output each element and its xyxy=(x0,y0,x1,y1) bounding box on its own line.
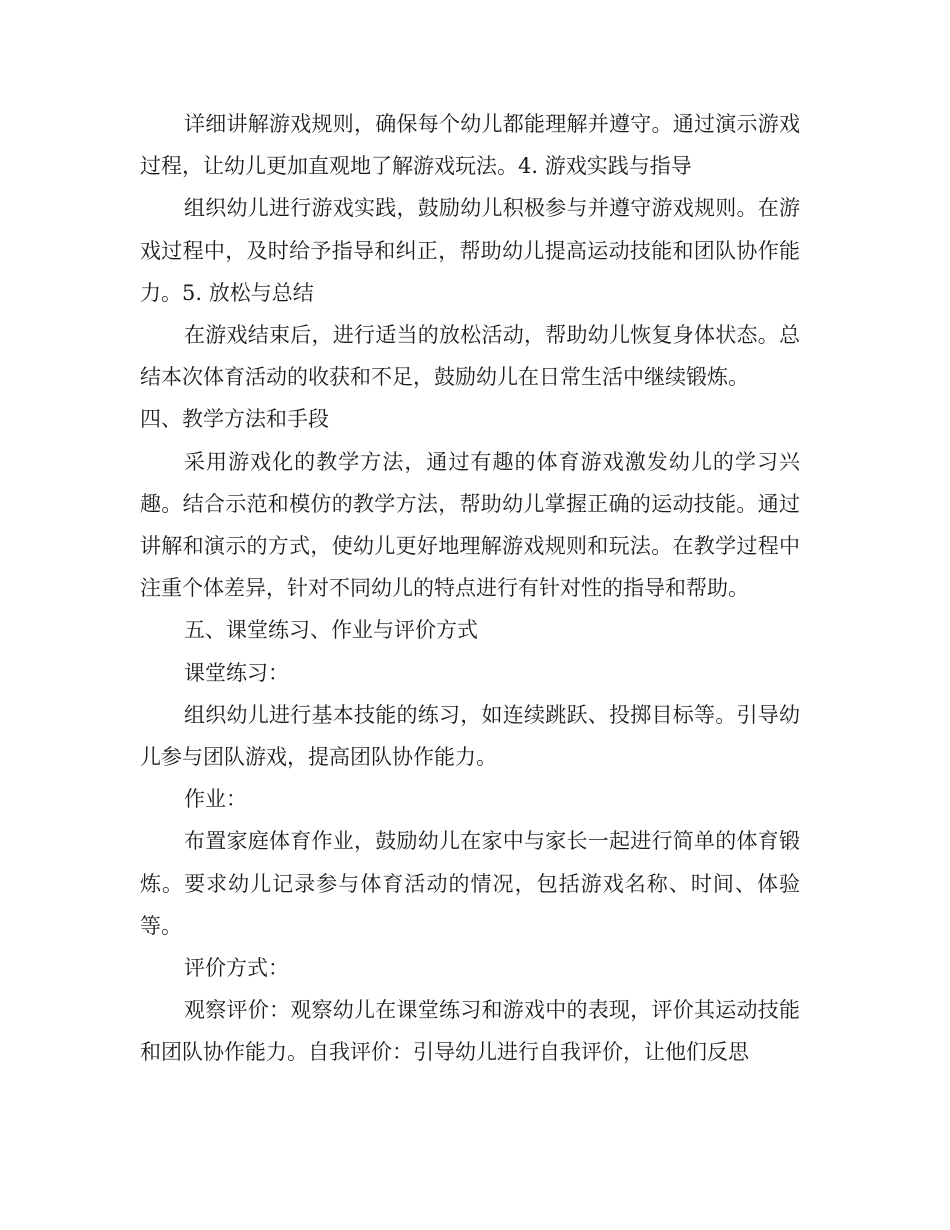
label-classroom-practice: 课堂练习： xyxy=(184,660,289,685)
paragraph-game-rules: 详细讲解游戏规则，确保每个幼儿都能理解并遵守。通过演示游戏过程，让幼儿更加直观地了解游戏玩法。4. 游戏实践与指导 xyxy=(140,112,800,179)
section-heading-teaching-methods: 四、教学方法和手段 xyxy=(140,407,329,432)
paragraph-game-practice: 组织幼儿进行游戏实践，鼓励幼儿积极参与并遵守游戏规则。在游戏过程中，及时给予指导和纠正，帮助幼儿提高运动技能和团队协作能力。5. 放松与总结 xyxy=(140,196,800,305)
paragraph-homework: 布置家庭体育作业，鼓励幼儿在家中与家长一起进行简单的体育锻炼。要求幼儿记录参与体育活动的情况，包括游戏名称、时间、体验等。 xyxy=(140,829,800,938)
document-body xyxy=(140,103,800,1074)
paragraph-teaching-methods: 采用游戏化的教学方法，通过有趣的体育游戏激发幼儿的学习兴趣。结合示范和模仿的教学方法，帮助幼儿掌握正确的运动技能。通过讲解和演示的方式，使幼儿更好地理解游戏规则和玩法。在教学过程中注重个体差异，针对不同幼儿的特点进行有针对性的指导和帮助。 xyxy=(140,449,800,601)
paragraph-evaluation: 观察评价：观察幼儿在课堂练习和游戏中的表现，评价其运动技能和团队协作能力。自我评价：引导幼儿进行自我评价，让他们反思 xyxy=(140,998,800,1065)
paragraph-classroom-practice: 组织幼儿进行基本技能的练习，如连续跳跃、投掷目标等。引导幼儿参与团队游戏，提高团队协作能力。 xyxy=(140,702,800,770)
paragraph-relax-summary: 在游戏结束后，进行适当的放松活动，帮助幼儿恢复身体状态。总结本次体育活动的收获和不足，鼓励幼儿在日常生活中继续锻炼。 xyxy=(140,323,800,390)
label-homework: 作业： xyxy=(184,787,247,812)
section-heading-practice-homework-evaluation: 五、课堂练习、作业与评价方式 xyxy=(184,618,478,643)
label-evaluation: 评价方式： xyxy=(184,956,289,981)
